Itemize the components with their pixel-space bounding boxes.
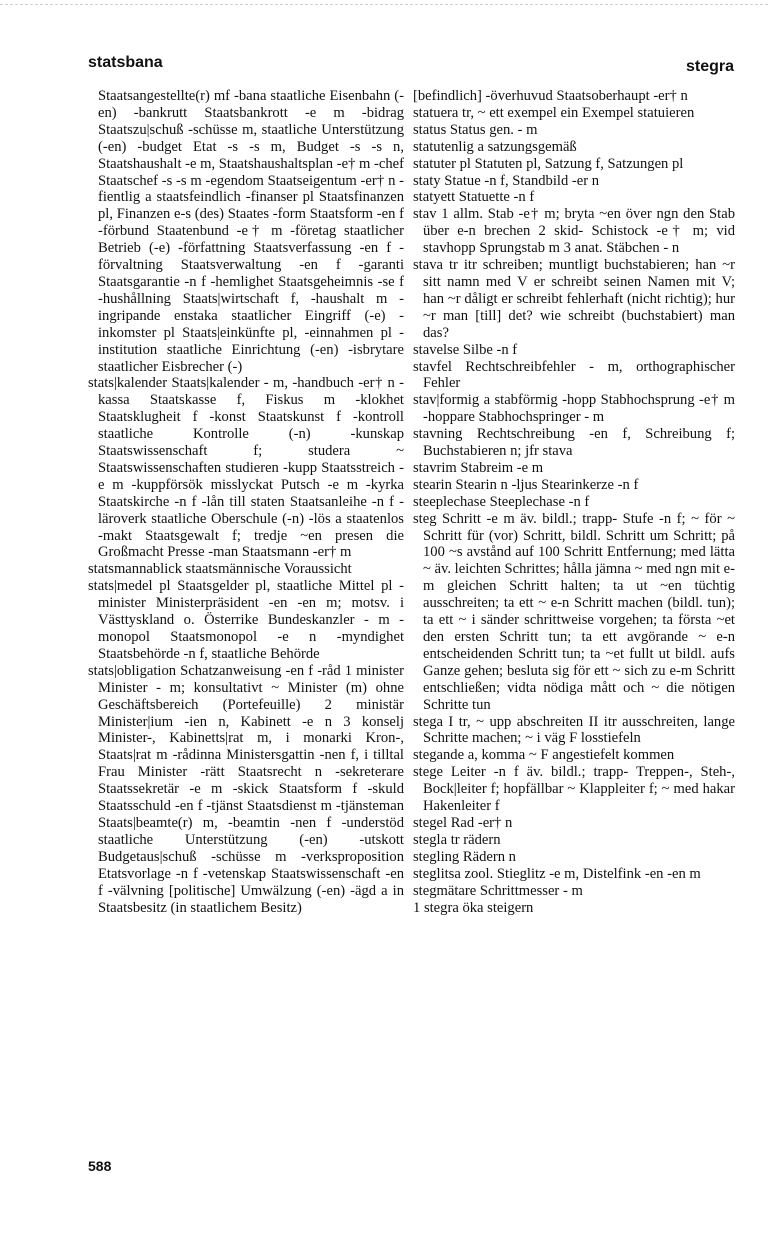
dictionary-entry: stege Leiter -n f äv. bildl.; trapp- Treppen-, Steh-, Bock|leiter f; hopfällbar ~ Klappleiter f; ~ med hakar Hakenleiter f — [413, 764, 735, 815]
dictionary-entry: statyett Statuette -n f — [413, 189, 535, 206]
dictionary-entry: stegande a, komma ~ F angestiefelt kommen — [413, 747, 675, 764]
dictionary-entry: stegel Rad -er† n — [413, 814, 513, 831]
dictionary-entry: statsmannablick staatsmännische Voraussicht — [88, 561, 352, 578]
dictionary-entry: Staatsangestellte(r) mf -bana staatliche Eisenbahn (-en) -bankrutt Staatsbankrott -e m -bidrag Staatszu|schuß -schüsse m, staatliche Unterstützung (-en) -budget Etat -s -s m, Budget -s -s n, Staatshaushalt -e m, Staatshaushaltsplan -e† m -chef Staatschef -s -s m -egendom Staatseigentum -er† n -fientlig a staatsfeindlich -finanser pl Staatsfinanzen pl, Finanzen e-s (des) Staates -form Staatsform -en f -förbund Staatenbund -e† m -företag staatlicher Betrieb (-e) -författning Staatsverfassung -en f -förvaltning Staatsverwaltung -en f -garanti Staatsgarantie -n f -hemlighet Staatsgeheimnis -se f -hushållning Staats|wirtschaft f, -haushalt m -ingripande enstaka staatlicher Eingriff (-e) -inkomster pl Staats|einkünfte pl, -einnahmen pl -institution staatliche Einrichtung (-en) -isbrytare staatlicher Eisbrecher (-) — [98, 88, 404, 375]
dictionary-entry: steeplechase Steeplechase -n f — [413, 493, 590, 510]
dictionary-entry: statutenlig a satzungsgemäß — [413, 138, 577, 155]
left-column — [88, 88, 404, 916]
dictionary-entry: statuter pl Statuten pl, Satzung f, Satzungen pl — [413, 155, 684, 172]
right-column — [413, 88, 735, 916]
dictionary-entry: stegmätare Schrittmesser - m — [413, 882, 583, 899]
top-border — [0, 4, 768, 5]
dictionary-entry: steglitsa zool. Stieglitz -e m, Distelfink -en -en m — [413, 865, 701, 882]
dictionary-entry: stavning Rechtschreibung -en f, Schreibung f; Buchstabieren n; jfr stava — [413, 426, 735, 460]
dictionary-entry: stavfel Rechtschreibfehler - m, orthographischer Fehler — [413, 358, 735, 392]
dictionary-entry: stavelse Silbe -n f — [413, 341, 518, 358]
dictionary-entry: stegla tr rädern — [413, 831, 501, 848]
dictionary-entry: stav|formig a stabförmig -hopp Stabhochsprung -e† m -hoppare Stabhochspringer - m — [413, 392, 735, 426]
left-guide-word: statsbana — [88, 54, 163, 71]
dictionary-entry: stats|kalender Staats|kalender - m, -handbuch -er† n -kassa Staatskasse f, Fiskus m -klokhet Staatsklugheit f -konst Staatskunst f -kontroll staatliche Kontrolle (-n) -kunskap Staatswissenschaft f; studera ~ Staatswissenschaften studieren -kupp Staatsstreich -e m -kuppförsök misslyckat Putsch -e m -kyrka Staatskirche -n f -lån till staten Staatsanleihe -n f -läroverk staatliche Oberschule (-n) -lös a staatenlos -makt Staatsgewalt f; tredje ~en presen die Großmacht Presse -man Staatsmann -er† m — [88, 375, 404, 561]
dictionary-entry: stava tr itr schreiben; muntligt buchstabieren; han ~r sitt namn med V er schreibt seinen Namen mit V; han ~r dåligt er schreibt fehlerhaft (nicht richtig); hur ~r man [till] det? wie schreibt (buchstabiert) man das? — [413, 257, 735, 341]
dictionary-entry: stega I tr, ~ upp abschreiten II itr ausschreiten, lange Schritte machen; ~ i väg F losstiefeln — [413, 713, 735, 747]
dictionary-entry: staty Statue -n f, Standbild -er n — [413, 172, 600, 189]
dictionary-entry: [befindlich] -överhuvud Staatsoberhaupt -er† n — [413, 88, 688, 104]
dictionary-entry: stats|medel pl Staatsgelder pl, staatliche Mittel pl -minister Ministerpräsident -en -en m; motsv. i Västtyskland o. Österrike Bundeskanzler - m -monopol Staatsmonopol -e n -myndighet Staatsbehörde -n f, staatliche Behörde — [88, 578, 404, 662]
dictionary-entry: status Status gen. - m — [413, 121, 538, 138]
dictionary-entry: stav 1 allm. Stab -e† m; bryta ~en över ngn den Stab über e-n brechen 2 skid- Schistock -e† m; vid stavhopp Sprungstab m 3 anat. Stäbchen - n — [413, 206, 735, 257]
dictionary-entry: steg Schritt -e m äv. bildl.; trapp- Stufe -n f; ~ för ~ Schritt für (vor) Schritt, bildl. Schritt um Schritt; på 100 ~s avstånd auf 100 Schritt Entfernung; med lätta ~ äv. leichten Schrittes; hålla jämna ~ med ngn mit e-m gleichen Schritt halten; ta ut ~en tüchtig ausschreiten; ta ett ~ e-n Schritt machen (bildl. tun); ta ett ~ i sänder schrittweise vorgehen; ta första ~et den ersten Schritt tun; ta ett avgörande ~ e-n entscheidenden Schritt tun; ta ~et fullt ut bildl. aufs Ganze gehen; besluta sig för ett ~ sich zu e-m Schritt entschließen; vidta nödiga mått och ~ die nötigen Schritte tun — [413, 510, 735, 713]
dictionary-entry: 1 stegra öka steigern — [413, 899, 534, 916]
dictionary-entry: stegling Rädern n — [413, 848, 516, 865]
dictionary-entry: stats|obligation Schatzanweisung -en f -råd 1 minister Minister - m; konsultativt ~ Minister (m) ohne Geschäftsbereich (Portefeuille) 2 ministär Minister|ium -ien n, Kabinett -e n 3 konselj Minister-, Kabinetts|rat m, i monarki Kron-, Staats|rat m -rådinna Ministersgattin -nen f, i tilltal Frau Minister -rätt Staatsrecht n -sekreterare Staatssekretär -e m -skick Staatsform f -skuld Staatsschuld -en f -tjänst Staatsdienst m -tjänsteman Staats|beamte(r) m, -beamtin -nen f -understöd staatliche Unterstützung (-en) -utskott Budgetaus|schuß -schüsse m -verksproposition Etatsvorlage -n f -vetenskap Staatswissenschaft -en f -välvning [politische] Umwälzung (-en) -ägd a in Staatsbesitz (in staatlichem Besitz) — [88, 662, 404, 916]
dictionary-entry: stearin Stearin n -ljus Stearinkerze -n f — [413, 476, 639, 493]
dictionary-entry: statuera tr, ~ ett exempel ein Exempel statuieren — [413, 104, 695, 121]
dictionary-entry: stavrim Stabreim -e m — [413, 459, 544, 476]
right-guide-word: stegra — [685, 58, 734, 75]
page-number: 588 — [88, 1158, 112, 1174]
